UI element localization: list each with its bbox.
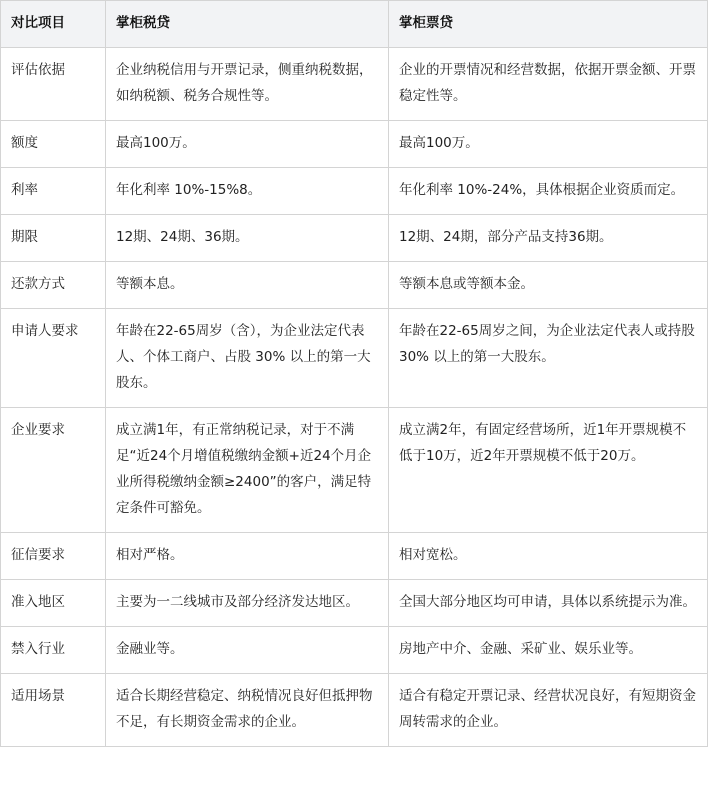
table-row — [1, 533, 708, 580]
invoice-loan-cell: 房地产中介、金融、采矿业、娱乐业等。 — [389, 627, 708, 674]
tax-loan-cell: 年化利率 10%-15%8。 — [106, 168, 389, 215]
invoice-loan-cell: 相对宽松。 — [389, 533, 708, 580]
invoice-loan-cell: 年化利率 10%-24%，具体根据企业资质而定。 — [389, 168, 708, 215]
table-header — [1, 1, 708, 48]
table-body — [1, 48, 708, 747]
tax-loan-cell: 金融业等。 — [106, 627, 389, 674]
tax-loan-cell: 等额本息。 — [106, 262, 389, 309]
row-label: 还款方式 — [1, 262, 106, 309]
table-row — [1, 408, 708, 533]
tax-loan-cell: 年龄在22-65周岁（含），为企业法定代表人、个体工商户、占股 30% 以上的第一大股东。 — [106, 309, 389, 408]
invoice-loan-cell: 适合有稳定开票记录、经营状况良好，有短期资金周转需求的企业。 — [389, 674, 708, 747]
row-label: 利率 — [1, 168, 106, 215]
table-row — [1, 168, 708, 215]
invoice-loan-cell: 等额本息或等额本金。 — [389, 262, 708, 309]
header-row — [1, 1, 708, 48]
table-row — [1, 215, 708, 262]
row-label: 评估依据 — [1, 48, 106, 121]
table-row — [1, 309, 708, 408]
row-label: 企业要求 — [1, 408, 106, 533]
tax-loan-cell: 适合长期经营稳定、纳税情况良好但抵押物不足，有长期资金需求的企业。 — [106, 674, 389, 747]
table-row — [1, 262, 708, 309]
header-tax-loan: 掌柜税贷 — [106, 1, 389, 48]
table-row — [1, 627, 708, 674]
table-row — [1, 48, 708, 121]
invoice-loan-cell: 年龄在22-65周岁之间，为企业法定代表人或持股 30% 以上的第一大股东。 — [389, 309, 708, 408]
row-label: 申请人要求 — [1, 309, 106, 408]
invoice-loan-cell: 最高100万。 — [389, 121, 708, 168]
table-row — [1, 121, 708, 168]
tax-loan-cell: 相对严格。 — [106, 533, 389, 580]
invoice-loan-cell: 全国大部分地区均可申请，具体以系统提示为准。 — [389, 580, 708, 627]
invoice-loan-cell: 成立满2年，有固定经营场所，近1年开票规模不低于10万，近2年开票规模不低于20万。 — [389, 408, 708, 533]
tax-loan-cell: 最高100万。 — [106, 121, 389, 168]
header-item: 对比项目 — [1, 1, 106, 48]
row-label: 期限 — [1, 215, 106, 262]
header-invoice-loan: 掌柜票贷 — [389, 1, 708, 48]
row-label: 额度 — [1, 121, 106, 168]
row-label: 征信要求 — [1, 533, 106, 580]
row-label: 准入地区 — [1, 580, 106, 627]
row-label: 禁入行业 — [1, 627, 106, 674]
tax-loan-cell: 12期、24期、36期。 — [106, 215, 389, 262]
invoice-loan-cell: 12期、24期，部分产品支持36期。 — [389, 215, 708, 262]
table-row — [1, 580, 708, 627]
table-row — [1, 674, 708, 747]
tax-loan-cell: 成立满1年，有正常纳税记录，对于不满足“近24个月增值税缴纳金额+近24个月企业所得税缴纳金额≥2400”的客户，满足特定条件可豁免。 — [106, 408, 389, 533]
invoice-loan-cell: 企业的开票情况和经营数据，依据开票金额、开票稳定性等。 — [389, 48, 708, 121]
row-label: 适用场景 — [1, 674, 106, 747]
tax-loan-cell: 主要为一二线城市及部分经济发达地区。 — [106, 580, 389, 627]
tax-loan-cell: 企业纳税信用与开票记录，侧重纳税数据，如纳税额、税务合规性等。 — [106, 48, 389, 121]
